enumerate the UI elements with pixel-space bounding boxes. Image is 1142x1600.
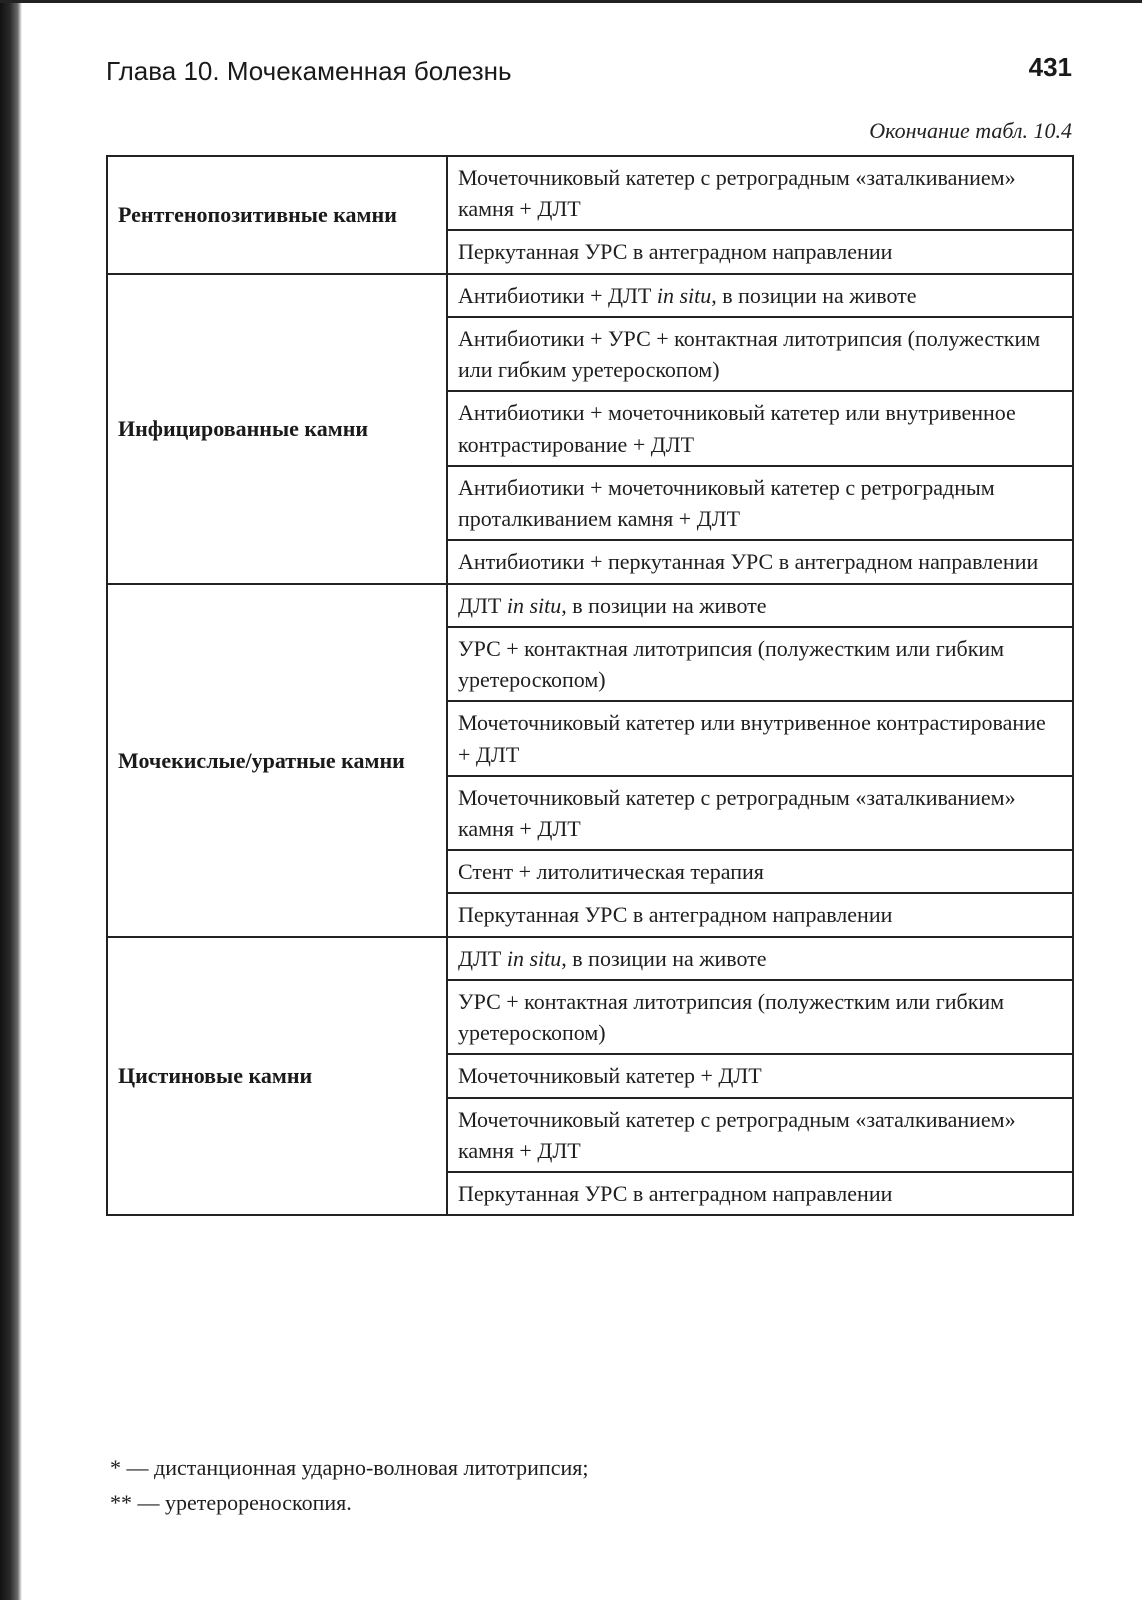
treatment-cell: Перкутанная УРС в антеградном направлении [447,1172,1073,1215]
category-cell: Мочекислые/уратные камни [107,584,447,937]
treatment-cell: Мочеточниковый катетер с ретроградным «заталкиванием» камня + ДЛТ [447,156,1073,230]
treatment-cell: Мочеточниковый катетер + ДЛТ [447,1054,1073,1097]
chapter-title: Глава 10. Мочекаменная болезнь [106,56,512,86]
table-row [107,937,1073,980]
page-number: 431 [1028,52,1072,82]
table-footnotes [110,1450,588,1520]
page-top-edge [0,0,1142,3]
treatment-cell: УРС + контактная литотрипсия (полужестким или гибким уретероскопом) [447,980,1073,1054]
footnote: * — дистанционная ударно-волновая литотрипсия; [110,1455,589,1480]
treatment-cell: ДЛТ in situ, в позиции на животе [447,937,1073,980]
treatment-cell: Антибиотики + УРС + контактная литотрипсия (полужестким или гибким уретероскопом) [447,317,1073,391]
category-cell: Цистиновые камни [107,937,447,1216]
treatment-cell: Мочеточниковый катетер или внутривенное контрастирование + ДЛТ [447,701,1073,775]
treatment-cell: Стент + литолитическая терапия [447,850,1073,893]
table-row [107,584,1073,627]
treatment-cell: Мочеточниковый катетер с ретроградным «заталкиванием» камня + ДЛТ [447,776,1073,850]
footnote: ** — уретерореноскопия. [110,1490,352,1516]
page-header [106,52,1072,88]
book-binding-edge [0,0,22,1600]
treatment-cell: Мочеточниковый катетер с ретроградным «заталкиванием» камня + ДЛТ [447,1098,1073,1172]
treatment-cell: Перкутанная УРС в антеградном направлении [447,230,1073,273]
treatment-cell: Антибиотики + ДЛТ in situ, в позиции на животе [447,274,1073,317]
treatment-cell: Антибиотики + мочеточниковый катетер или внутривенное контрастирование + ДЛТ [447,391,1073,465]
table-row [107,156,1073,230]
table-continuation-caption: Окончание табл. 10.4 [869,118,1072,143]
treatment-cell: УРС + контактная литотрипсия (полужестким или гибким уретероскопом) [447,627,1073,701]
category-cell: Рентгенопозитивные камни [107,156,447,274]
treatment-table [106,155,1074,1216]
treatment-cell: ДЛТ in situ, в позиции на животе [447,584,1073,627]
treatment-cell: Антибиотики + мочеточниковый катетер с ретроградным проталкиванием камня + ДЛТ [447,466,1073,540]
treatment-cell: Перкутанная УРС в антеградном направлении [447,893,1073,936]
treatment-cell: Антибиотики + перкутанная УРС в антеградном направлении [447,540,1073,583]
category-cell: Инфицированные камни [107,274,447,584]
table-row [107,274,1073,317]
